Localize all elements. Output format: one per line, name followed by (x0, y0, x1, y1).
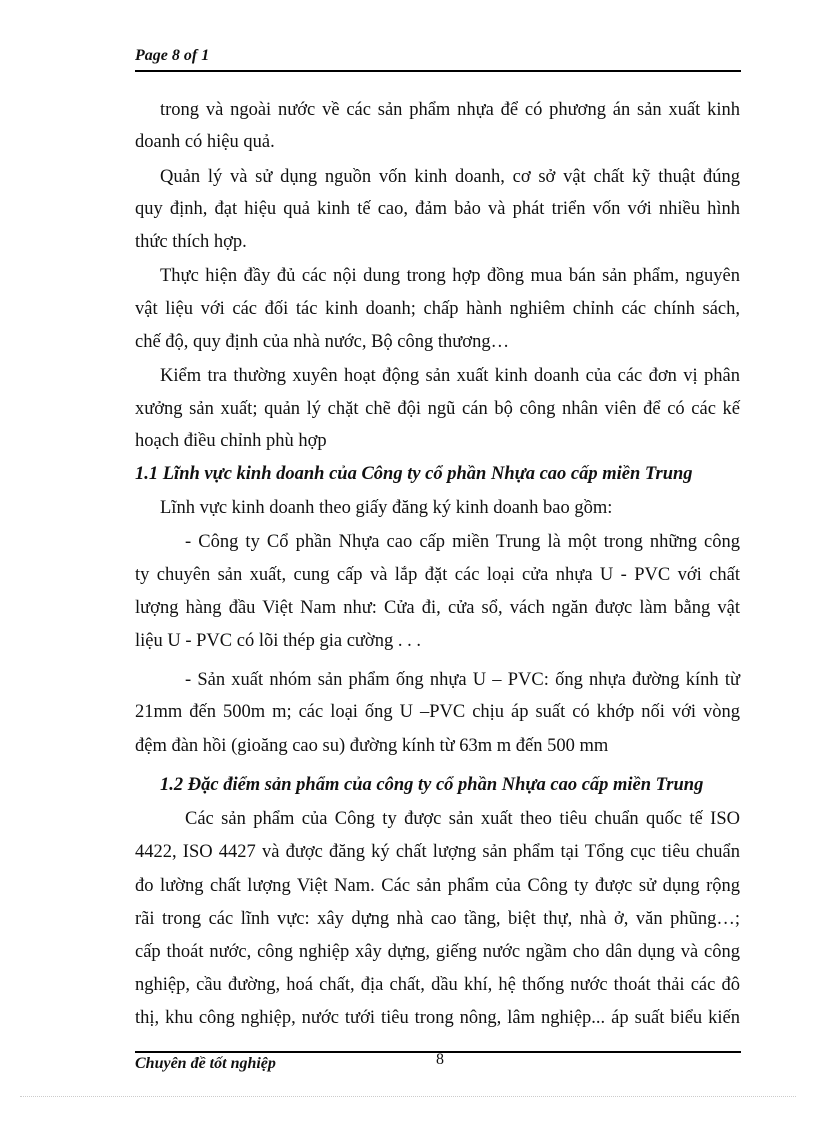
text-line: rãi trong các lĩnh vực: xây dựng nhà cao tầng, biệt thự, nhà ở, văn phũng…; (135, 909, 740, 929)
text-line: cấp thoát nước, công nghiệp xây dựng, giếng nước ngầm cho dân dụng và công (135, 942, 740, 962)
section-heading: 1.1 Lĩnh vực kinh doanh của Công ty cổ phần Nhựa cao cấp miền Trung (135, 464, 693, 484)
text-line: Quản lý và sử dụng nguồn vốn kinh doanh, cơ sở vật chất kỹ thuật đúng (160, 167, 740, 187)
text-line: vật liệu với các đối tác kinh doanh; chấp hành nghiêm chỉnh các chính sách, (135, 299, 740, 319)
text-line: Lĩnh vực kinh doanh theo giấy đăng ký kinh doanh bao gồm: (160, 498, 613, 518)
text-line: - Công ty Cổ phần Nhựa cao cấp miền Trung là một trong những công (185, 532, 740, 552)
page-header-label: Page 8 of 1 (135, 47, 210, 64)
text-line: xưởng sản xuất; quản lý chặt chẽ đội ngũ cán bộ công nhân viên để có các kế (135, 399, 740, 419)
text-line: chế độ, quy định của nhà nước, Bộ công thương… (135, 332, 510, 352)
text-line: - Sản xuất nhóm sản phẩm ống nhựa U – PVC: ống nhựa đường kính từ (185, 670, 740, 690)
page-edge-divider (20, 1096, 796, 1097)
text-line: Các sản phẩm của Công ty được sản xuất theo tiêu chuẩn quốc tế ISO (185, 809, 740, 829)
text-line: 4422, ISO 4427 và được đăng ký chất lượng sản phẩm tại Tổng cục tiêu chuẩn (135, 842, 740, 862)
text-line: thị, khu công nghiệp, nước tưới tiêu trong nông, lâm nghiệp... áp suất biểu kiến (135, 1008, 740, 1028)
text-line: đệm đàn hồi (gioăng cao su) đường kính từ 63m m đến 500 mm (135, 736, 609, 756)
text-line: trong và ngoài nước về các sản phẩm nhựa để có phương án sản xuất kinh (160, 100, 740, 120)
text-line: 21mm đến 500m m; các loại ống U –PVC chịu áp suất có khớp nối với vòng (135, 702, 740, 722)
page-number: 8 (436, 1051, 444, 1068)
text-line: đo lường chất lượng Việt Nam. Các sản phẩm của Công ty được sử dụng rộng (135, 876, 740, 896)
text-line: hoạch điều chỉnh phù hợp (135, 431, 327, 451)
text-line: doanh có hiệu quả. (135, 132, 275, 152)
text-line: liệu U - PVC có lõi thép gia cường . . . (135, 631, 421, 651)
text-line: quy định, đạt hiệu quả kinh tế cao, đảm bảo và phát triển vốn với nhiều hình (135, 199, 740, 219)
text-line: Kiểm tra thường xuyên hoạt động sản xuất kinh doanh của các đơn vị phân (160, 366, 740, 386)
header-rule (135, 70, 741, 72)
section-heading: 1.2 Đặc điểm sản phẩm của công ty cổ phần Nhựa cao cấp miền Trung (160, 775, 704, 795)
text-line: ty chuyên sản xuất, cung cấp và lắp đặt các loại cửa nhựa U - PVC với chất (135, 565, 740, 585)
text-line: nghiệp, cầu đường, hoá chất, địa chất, dầu khí, hệ thống nước thoát thải các đô (135, 975, 740, 995)
text-line: lượng hàng đầu Việt Nam như: Cửa đi, cửa sổ, vách ngăn được làm bằng vật (135, 598, 740, 618)
text-line: Thực hiện đầy đủ các nội dung trong hợp đồng mua bán sản phẩm, nguyên (160, 266, 740, 286)
footer-title: Chuyên đề tốt nghiệp (135, 1055, 276, 1072)
text-line: thức thích hợp. (135, 232, 247, 252)
